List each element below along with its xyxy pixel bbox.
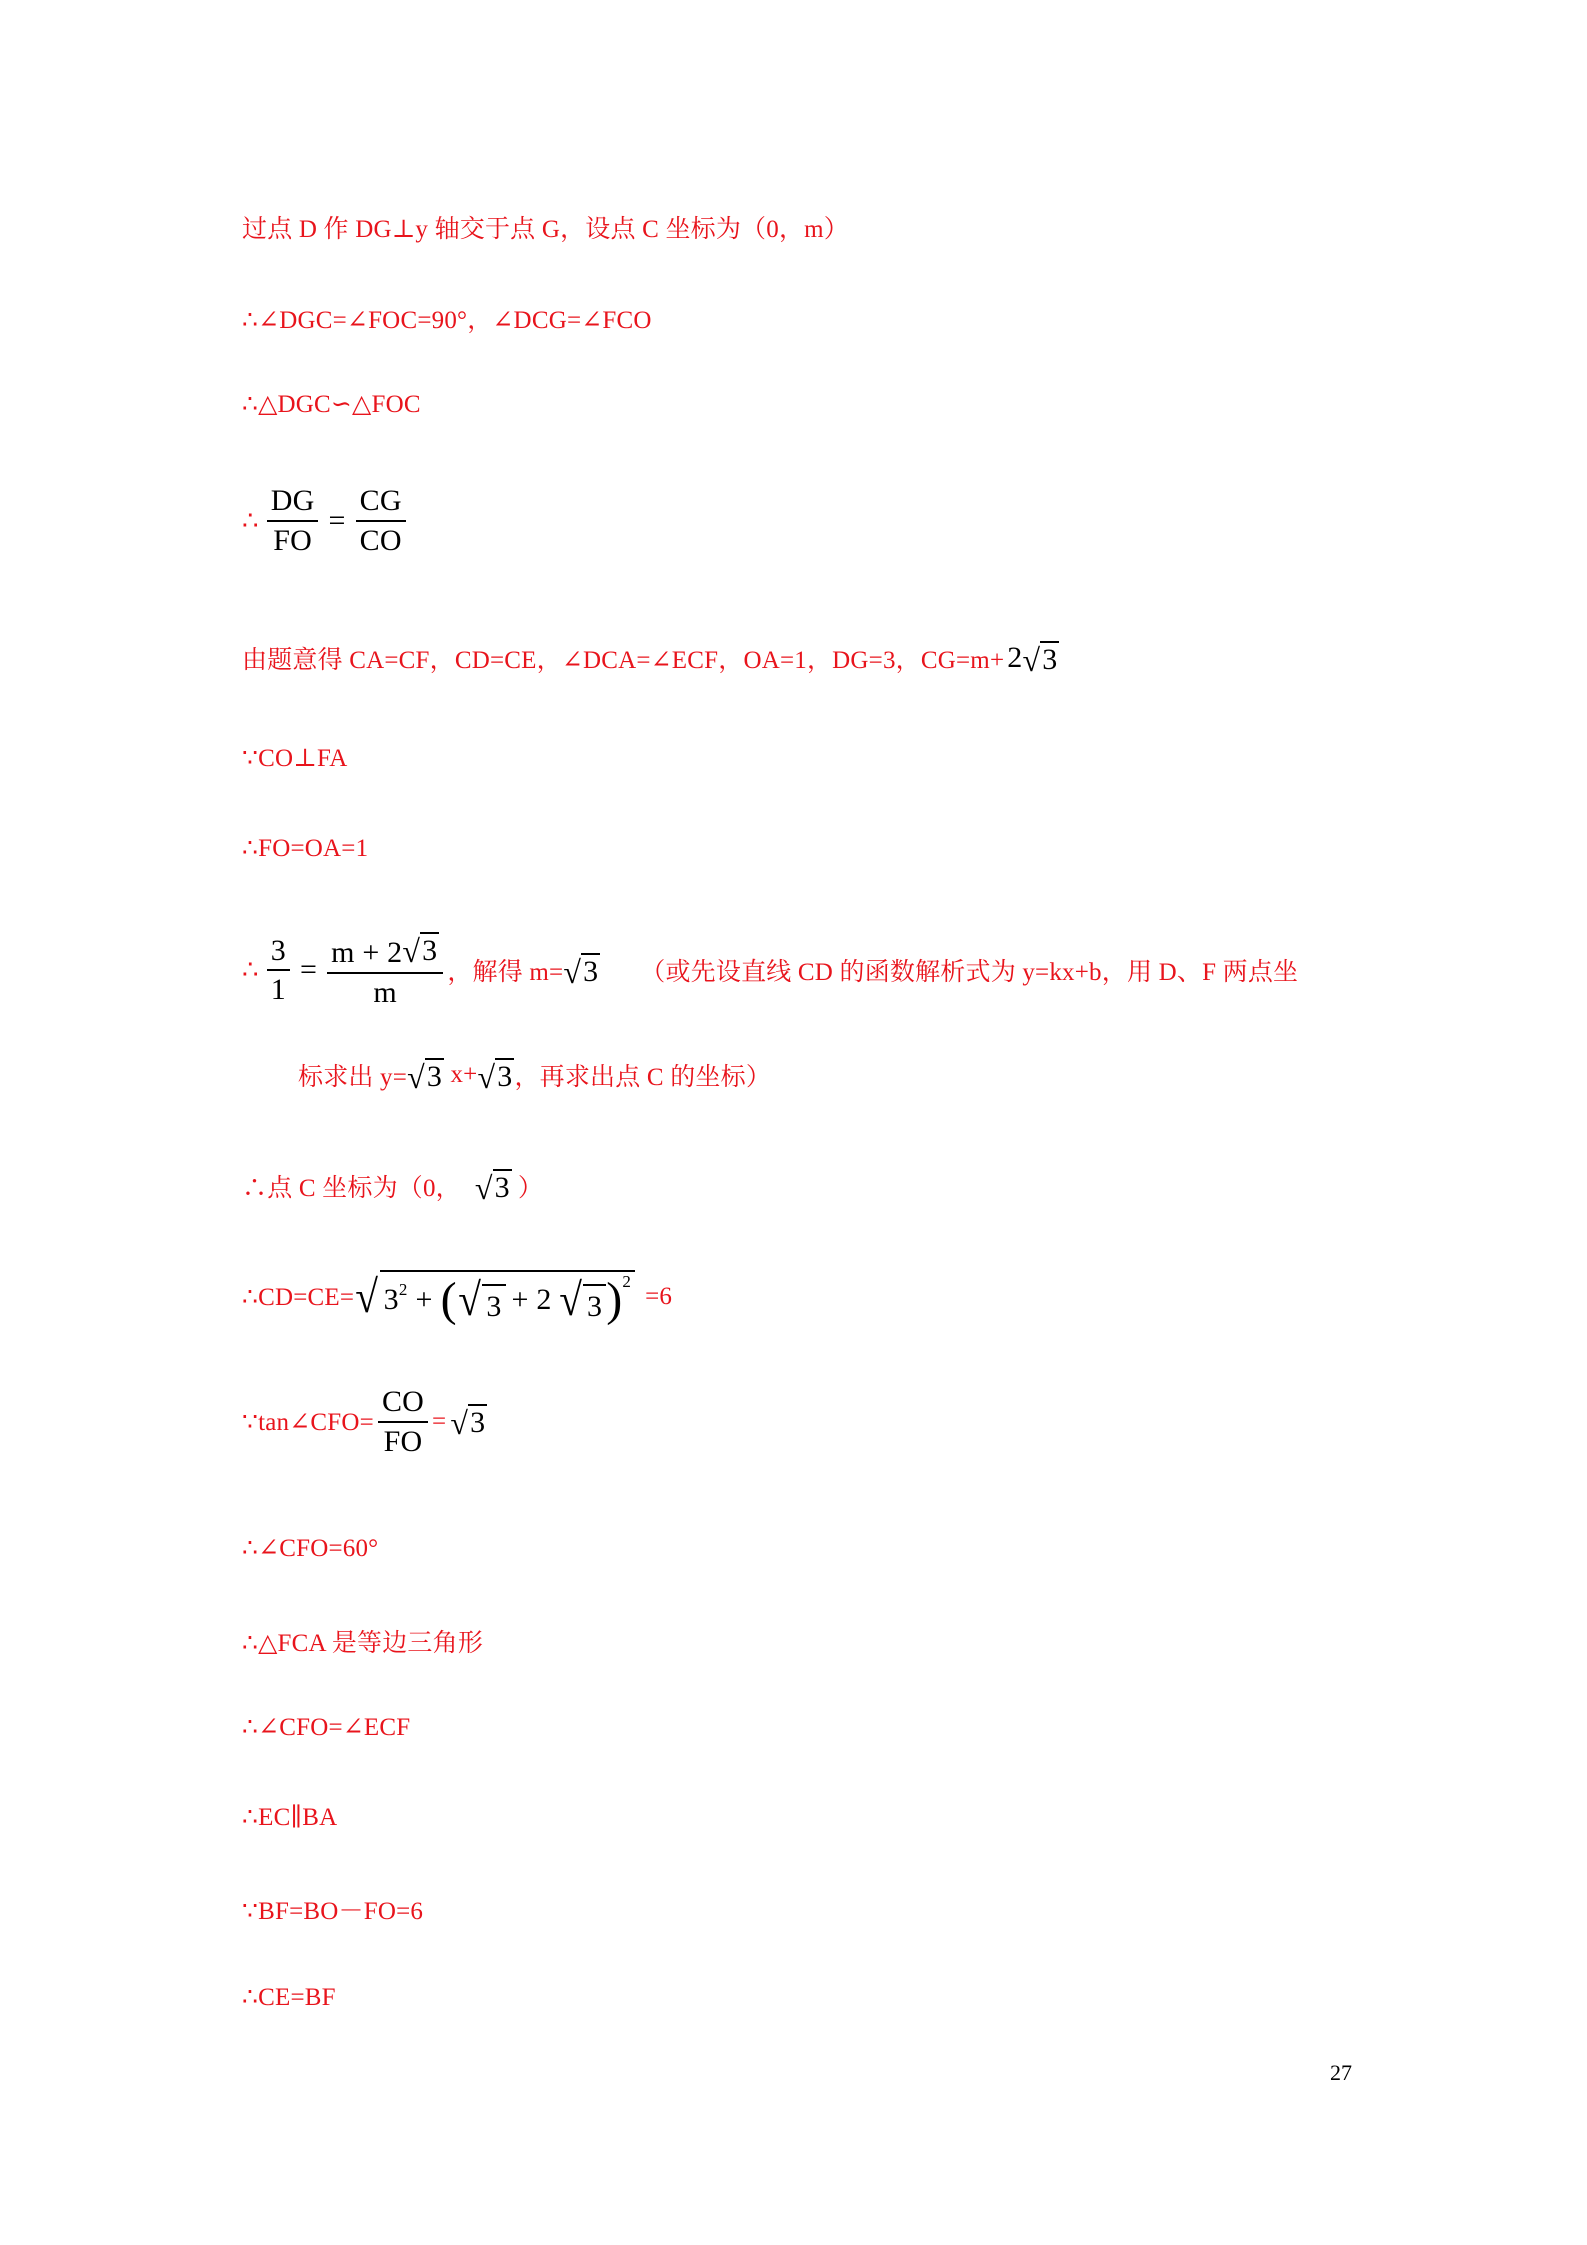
line-text: ∴FO=OA=1: [242, 835, 369, 862]
line-text: ∵tan∠CFO=: [242, 1408, 374, 1436]
proof-line-2: [242, 300, 652, 336]
proof-line-15: [242, 1712, 410, 1742]
sqrt-3: √ 3: [477, 1058, 513, 1095]
radical-icon: √: [558, 1274, 582, 1325]
therefore-symbol: ∴: [242, 505, 259, 535]
line-text: ∴∠CFO=60°: [242, 1535, 379, 1562]
proof-line-13: [242, 1533, 378, 1563]
sqrt-3: √ 3: [450, 1405, 486, 1441]
sqrt-3: √ 3: [407, 1058, 443, 1095]
fraction-3-1: $\frac{3}{1}$: [267, 935, 290, 1006]
line-text: ∴点 C 坐标为（0，: [242, 1175, 461, 1202]
line-text: ∵CO⊥FA: [242, 745, 348, 772]
proof-line-10: [242, 1168, 543, 1204]
proof-line-5: [242, 640, 1059, 676]
proof-line-11: [242, 1270, 672, 1324]
proof-line-7: [242, 833, 368, 863]
radical-icon: √: [474, 1169, 493, 1206]
radical-icon: √: [1022, 641, 1041, 678]
radical-icon: √: [458, 1274, 482, 1325]
line-text: ，解得 m=: [447, 959, 564, 986]
line-text: x+: [444, 1061, 478, 1088]
line-text: ∴△FCA 是等边三角形: [242, 1630, 484, 1657]
sqrt-3: √ 3: [563, 953, 599, 990]
line-text: 标求出 y=: [298, 1064, 408, 1091]
line-text: ∴CE=BF: [242, 1984, 336, 2011]
equals-text: =: [432, 1407, 447, 1435]
result-text: =6: [645, 1283, 673, 1310]
sqrt-3: √ 3: [1022, 641, 1058, 678]
fraction-co-fo: $\frac{CO}{FO}$: [378, 1386, 428, 1457]
proof-line-12: [242, 1386, 487, 1457]
line-text: ∴∠DGC=∠FOC=90°，∠DCG=∠FCO: [242, 307, 652, 334]
line-text: ，再求出点 C 的坐标）: [514, 1064, 772, 1091]
line-text: ∴△DGC∽△FOC: [242, 391, 421, 418]
radical-icon: √: [450, 1405, 469, 1441]
proof-line-1: [242, 209, 849, 245]
line-text: ∵BF=BO－FO=6: [242, 1898, 424, 1925]
line-text: ）: [517, 1175, 544, 1202]
page-number: 27: [1330, 2060, 1352, 2085]
proof-line-4-ratio: [242, 485, 410, 556]
sqrt-expression: √ 3 $^2$ + ( √ 3 + 2 √ 3 ) $^2$: [354, 1270, 635, 1324]
fraction-cg-co: $\frac{CG}{CO}$: [356, 485, 406, 556]
proof-line-8: [242, 932, 1298, 1008]
radical-icon: √: [477, 1058, 496, 1095]
left-paren: (: [440, 1273, 457, 1326]
therefore-symbol: ∴: [242, 955, 259, 984]
proof-line-17: [242, 1891, 423, 1927]
line-text: ∴∠CFO=∠ECF: [242, 1714, 411, 1741]
sqrt-3: √ 3: [474, 1169, 510, 1206]
proof-line-3: [242, 389, 421, 419]
line-text: ∴EC∥BA: [242, 1804, 338, 1831]
proof-line-16: [242, 1802, 337, 1832]
line-text: 由题意得 CA=CF，CD=CE，∠DCA=∠ECF，OA=1，DG=3，CG=m+: [242, 647, 1005, 674]
radical-icon: √: [407, 1058, 425, 1095]
line-text: 过点 D 作 DG⊥y 轴交于点 G，设点 C 坐标为（0，m）: [242, 216, 849, 243]
radical-icon: √: [563, 953, 582, 990]
line-text: ∴CD=CE=: [242, 1284, 355, 1311]
radical-icon: √: [402, 933, 421, 969]
proof-line-18: [242, 1982, 336, 2012]
right-paren: ): [606, 1273, 623, 1326]
radical-icon: √: [355, 1271, 379, 1322]
proof-line-6: [242, 743, 347, 773]
equals-sign: =: [328, 503, 346, 537]
fraction-m-plus-2sqrt3-over-m: m + 2 √ 3 m: [327, 932, 443, 1008]
proof-line-9: [298, 1057, 771, 1093]
coefficient: 2: [1007, 641, 1023, 674]
line-text-note: （或先设直线 CD 的函数解析式为 y=kx+b，用 D、F 两点坐: [640, 959, 1299, 986]
fraction-dg-fo: $\frac{DG}{FO}$: [267, 485, 319, 556]
proof-line-14: [242, 1623, 483, 1659]
equals-sign: =: [299, 953, 318, 986]
